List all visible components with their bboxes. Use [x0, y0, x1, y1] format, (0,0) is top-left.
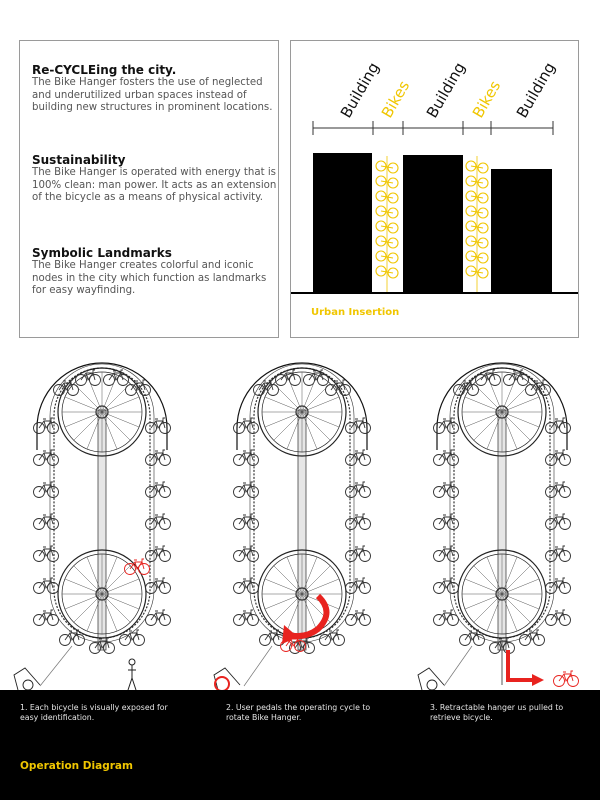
building-block: [491, 169, 552, 293]
urban-insertion-panel: [290, 40, 579, 338]
section-sustainability: [32, 153, 277, 205]
pedal-rotation-icon: [215, 677, 229, 690]
label-building-3: Building: [512, 59, 559, 121]
step-2-text: 2. User pedals the operating cycle to rotate Bike Hanger.: [226, 703, 371, 722]
urban-insertion-caption: Urban Insertion: [311, 307, 400, 318]
bike-stack: [376, 156, 398, 293]
section-body: The Bike Hanger fosters the use of neglected and underutilized urban spaces instead of building new structures in prominent locations.: [32, 77, 273, 114]
tower-step-3: [434, 363, 571, 654]
section-title: Re-CYCLEing the city.: [32, 63, 177, 77]
tower-step-2: [234, 363, 371, 654]
pull-arrow-icon: [508, 650, 534, 680]
section-recycling: [32, 63, 277, 115]
retrieved-bike: [554, 671, 579, 687]
section-landmarks: [32, 246, 277, 298]
operation-diagram-title: Operation Diagram: [20, 760, 133, 772]
urban-insertion-diagram: [291, 41, 578, 337]
label-bikes-2: Bikes: [468, 77, 505, 121]
label-building-2: Building: [422, 59, 469, 121]
pedestrian-figure: [128, 659, 136, 690]
label-building-1: Building: [336, 59, 383, 121]
building-block: [313, 153, 372, 293]
step-3-text: 3. Retractable hanger us pulled to retrieve bicycle.: [430, 703, 564, 722]
section-title: Sustainability: [32, 153, 126, 167]
section-body: The Bike Hanger is operated with energy that is 100% clean: man power. It acts as an extension of the bicycle as a means of physical activity.: [32, 167, 277, 204]
bike-stack: [466, 156, 488, 293]
building-block: [403, 155, 463, 293]
section-body: The Bike Hanger creates colorful and iconic nodes in the city which function as landmarks for easy wayfinding.: [32, 260, 267, 297]
step-1-text: 1. Each bicycle is visually exposed for easy identification.: [20, 703, 168, 722]
operation-footer: [0, 690, 600, 800]
concept-text-panel: [19, 40, 279, 338]
label-bikes-1: Bikes: [377, 77, 414, 121]
section-title: Symbolic Landmarks: [32, 246, 172, 260]
operation-towers: [0, 350, 600, 690]
tower-step-1: [34, 363, 171, 654]
